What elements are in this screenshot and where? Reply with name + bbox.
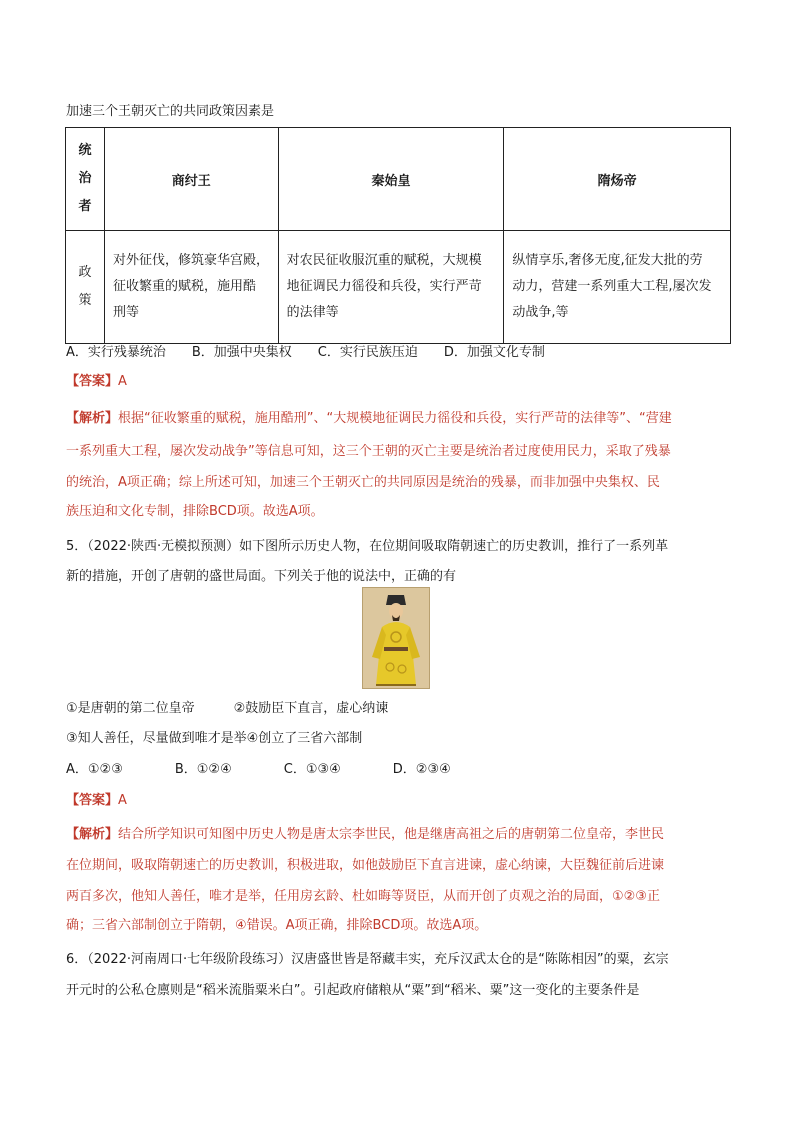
table-header-row [66,128,731,231]
q6-stem-line: 开元时的公私仓廪则是“稻米流脂粟米白”。引起政府储粮从“粟”到“稻米、粟”这一变化的主要条件是 [66,983,640,998]
cell-policy-shang: 对外征伐，修筑豪华宫殿， 征收繁重的赋税，施用酷 刑等 [104,231,278,344]
tang-taizong-portrait-image [362,587,430,689]
q5-analysis-line: 在位期间，吸取隋朝速亡的历史教训，积极进取，如他鼓励臣下直言进谏，虚心纳谏，大臣魏征前后进谏 [66,858,665,873]
q4-options: A．实行残暴统治 B．加强中央集权 C．实行民族压迫 D．加强文化专制 [66,345,545,360]
q4-stem: 加速三个王朝灭亡的共同政策因素是 [66,104,275,119]
q6-stem-line: 6．（2022·河南周口·七年级阶段练习）汉唐盛世皆是帑藏丰实，充斥汉武太仓的是“陈陈相因”的粟，玄宗 [66,952,669,967]
row-label-rulers: 统 治 者 [66,128,105,231]
q4-analysis-line: 一系列重大工程，屡次发动战争”等信息可知，这三个王朝的灭亡主要是统治者过度使用民力，采取了残暴 [66,444,671,459]
header-qin-shihuang: 秦始皇 [278,128,504,231]
header-shang-zhou: 商纣王 [104,128,278,231]
cell-policy-sui: 纵情享乐,奢侈无度,征发大批的劳 动力，营建一系列重大工程,屡次发 动战争,等 [504,231,731,344]
q4-analysis-line: 【解析】根据“征收繁重的赋税，施用酷刑”、“大规模地征调民力徭役和兵役，实行严苛的法律等”、“营建 [66,411,672,426]
q4-analysis-line: 族压迫和文化专制，排除BCD项。故选A项。 [66,504,324,519]
q5-analysis-line: 两百多次，他知人善任，唯才是举，任用房玄龄、杜如晦等贤臣，从而开创了贞观之治的局面，①②③正 [66,889,660,904]
q5-stem-line: 新的措施，开创了唐朝的盛世局面。下列关于他的说法中，正确的有 [66,569,457,584]
header-sui-yangdi: 隋炀帝 [504,128,731,231]
row-label-policy: 政 策 [66,231,105,344]
q4-answer: 【答案】A [66,374,127,389]
q5-options: A．①②③ B．①②④ C．①③④ D．②③④ [66,762,451,777]
portrait-figure-icon [362,587,430,689]
cell-policy-qin: 对农民征收服沉重的赋税，大规模 地征调民力徭役和兵役，实行严苛 的法律等 [278,231,504,344]
q5-statements-line: ③知人善任，尽量做到唯才是举④创立了三省六部制 [66,731,363,746]
q5-statements-line: ①是唐朝的第二位皇帝 ②鼓励臣下直言，虚心纳谏 [66,701,389,716]
q4-analysis-line: 的统治，A项正确；综上所述可知，加速三个王朝灭亡的共同原因是统治的残暴，而非加强中央集权、民 [66,475,660,490]
table-row [66,231,731,344]
q5-stem-line: 5．（2022·陕西·无模拟预测）如下图所示历史人物，在位期间吸取隋朝速亡的历史教训，推行了一系列革 [66,539,669,554]
policy-table [65,127,731,344]
q5-analysis-line: 【解析】结合所学知识可知图中历史人物是唐太宗李世民，他是继唐高祖之后的唐朝第二位皇帝，李世民 [66,827,665,842]
q5-analysis-line: 确；三省六部制创立于隋朝，④错误。A项正确，排除BCD项。故选A项。 [66,918,488,933]
q5-answer: 【答案】A [66,793,127,808]
